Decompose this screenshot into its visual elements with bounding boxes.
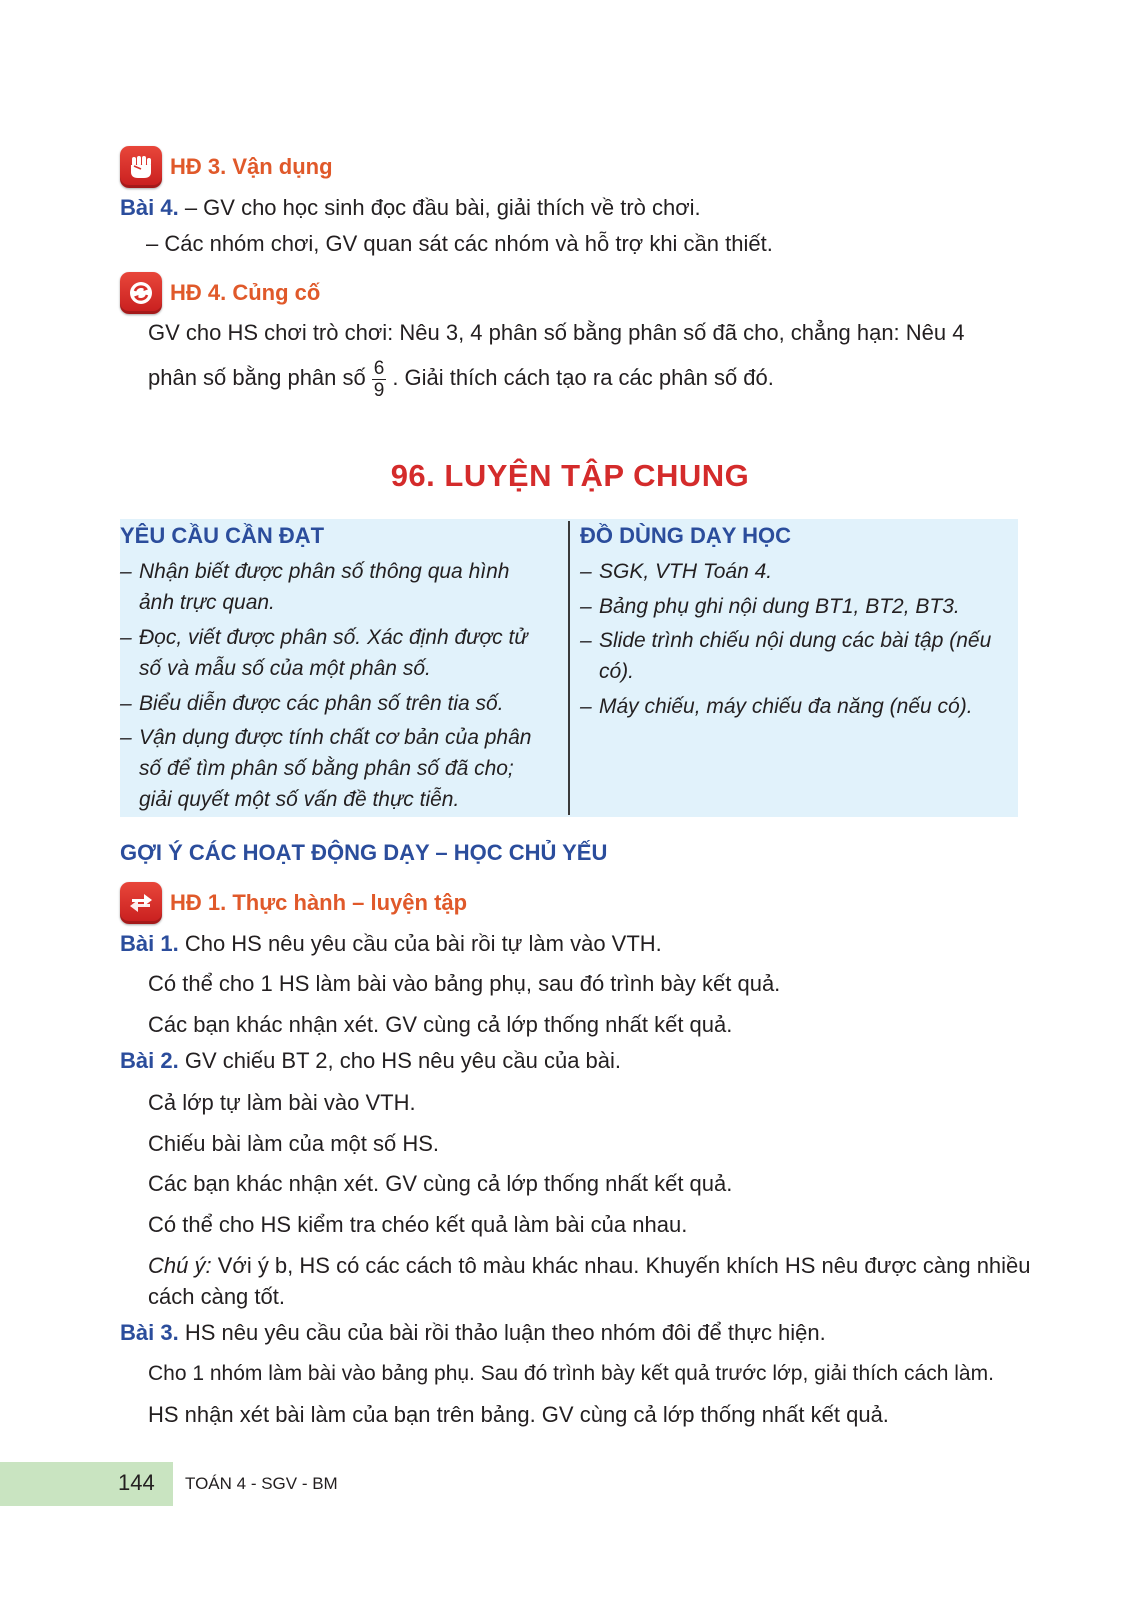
fraction-denominator: 9	[373, 379, 385, 401]
dash: –	[580, 595, 592, 618]
hd3-title: HĐ 3. Vận dụng	[170, 154, 333, 179]
requirements-heading: YÊU CẦU CẦN ĐẠT	[120, 523, 325, 548]
bai4-line2: – Các nhóm chơi, GV quan sát các nhóm và hỗ trợ khi cần thiết.	[146, 231, 773, 256]
dash: –	[580, 629, 592, 652]
note-line2: cách càng tốt.	[148, 1284, 285, 1309]
bai1-line3: Các bạn khác nhận xét. GV cùng cả lớp thống nhất kết quả.	[148, 1012, 733, 1037]
bai2-text1: GV chiếu BT 2, cho HS nêu yêu cầu của bài.	[184, 1048, 622, 1073]
note-text1: Với ý b, HS có các cách tô màu khác nhau. Khuyến khích HS nêu được càng nhiều	[217, 1253, 1031, 1278]
hd1-heading	[120, 881, 467, 925]
material-text: SGK, VTH Toán 4.	[599, 560, 773, 583]
material-text: Slide trình chiếu nội dung các bài tập (nếu có).	[599, 629, 992, 683]
book-label: TOÁN 4 - SGV - BM	[185, 1474, 338, 1493]
bai1-label: Bài 1.	[120, 931, 179, 956]
material-item	[580, 556, 1008, 587]
bai2-line1	[120, 1046, 621, 1076]
bai2-line3: Chiếu bài làm của một số HS.	[148, 1131, 440, 1156]
suggest-heading: GỢI Ý CÁC HOẠT ĐỘNG DẠY – HỌC CHỦ YẾU	[120, 840, 608, 865]
hd4-title: HĐ 4. Củng cố	[170, 280, 321, 305]
swap-arrows-icon	[120, 882, 162, 924]
dash: –	[120, 726, 132, 749]
requirement-text: Biểu diễn được các phân số trên tia số.	[139, 692, 504, 715]
refresh-cycle-icon	[120, 272, 162, 314]
note-line1	[148, 1251, 1031, 1281]
hd4-line2-after: . Giải thích cách tạo ra các phân số đó.	[392, 365, 774, 390]
bai1-line1	[120, 929, 662, 959]
material-item	[580, 691, 1008, 722]
dash: –	[580, 560, 592, 583]
requirement-text: Vận dụng được tính chất cơ bản của phân số để tìm phân số bằng phân số đã cho; giải quyết một số vấn đề thực tiễn.	[139, 726, 532, 811]
material-text: Bảng phụ ghi nội dung BT1, BT2, BT3.	[599, 595, 960, 618]
fist-icon	[120, 146, 162, 188]
bai3-text1: HS nêu yêu cầu của bài rồi thảo luận theo nhóm đôi để thực hiện.	[184, 1320, 826, 1345]
materials-heading: ĐỒ DÙNG DẠY HỌC	[580, 523, 792, 548]
section-title: 96. LUYỆN TẬP CHUNG	[390, 458, 750, 493]
hd4-line2-before: phân số bằng phân số	[148, 365, 366, 390]
bai3-label: Bài 3.	[120, 1320, 179, 1345]
bai3-line1	[120, 1318, 826, 1348]
note-label: Chú ý:	[148, 1253, 212, 1278]
hd3-heading	[120, 145, 333, 189]
fraction-numerator: 6	[373, 357, 385, 379]
material-item	[580, 625, 1008, 687]
page-number: 144	[118, 1470, 155, 1495]
bai4-text1: – GV cho học sinh đọc đầu bài, giải thích về trò chơi.	[184, 195, 701, 220]
fraction-6-9	[372, 358, 387, 401]
bai2-line2: Cả lớp tự làm bài vào VTH.	[148, 1090, 416, 1115]
bai4-line1	[120, 193, 701, 223]
bai1-line2: Có thể cho 1 HS làm bài vào bảng phụ, sau đó trình bày kết quả.	[148, 971, 781, 996]
hd1-title: HĐ 1. Thực hành – luyện tập	[170, 890, 468, 915]
hd4-line1: GV cho HS chơi trò chơi: Nêu 3, 4 phân số bằng phân số đã cho, chẳng hạn: Nêu 4	[148, 320, 965, 345]
bai3-line2: Cho 1 nhóm làm bài vào bảng phụ. Sau đó trình bày kết quả trước lớp, giải thích cách làm.	[148, 1362, 994, 1385]
requirement-text: Nhận biết được phân số thông qua hình ảnh trực quan.	[139, 560, 510, 614]
info-box	[120, 519, 1018, 817]
bai3-line3: HS nhận xét bài làm của bạn trên bảng. GV cùng cả lớp thống nhất kết quả.	[148, 1402, 889, 1427]
bai1-text1: Cho HS nêu yêu cầu của bài rồi tự làm vào VTH.	[184, 931, 662, 956]
requirement-item	[120, 688, 550, 719]
dash: –	[120, 560, 132, 583]
bai2-line5: Có thể cho HS kiểm tra chéo kết quả làm bài của nhau.	[148, 1212, 688, 1237]
box-divider	[568, 521, 570, 815]
requirement-item	[120, 622, 550, 684]
dash: –	[120, 626, 132, 649]
material-text: Máy chiếu, máy chiếu đa năng (nếu có).	[599, 695, 973, 718]
material-item	[580, 591, 1008, 622]
bai2-line4: Các bạn khác nhận xét. GV cùng cả lớp thống nhất kết quả.	[148, 1171, 733, 1196]
requirement-text: Đọc, viết được phân số. Xác định được tử số và mẫu số của một phân số.	[139, 626, 528, 680]
dash: –	[580, 695, 592, 718]
hd4-heading	[120, 271, 320, 315]
requirement-item	[120, 556, 550, 618]
requirement-item	[120, 722, 550, 815]
dash: –	[120, 692, 132, 715]
hd4-line2	[148, 357, 774, 401]
bai4-label: Bài 4.	[120, 195, 179, 220]
bai2-label: Bài 2.	[120, 1048, 179, 1073]
